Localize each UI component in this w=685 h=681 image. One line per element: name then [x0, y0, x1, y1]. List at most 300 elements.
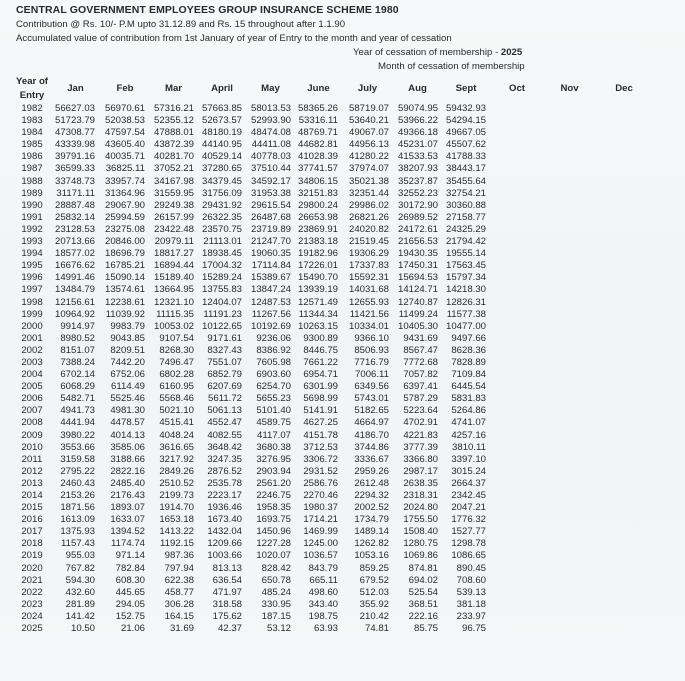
value-cell: 187.15 [261, 610, 291, 622]
value-cell: 6752.06 [110, 369, 145, 381]
month-header-april: April [211, 83, 233, 94]
value-cell: 2795.22 [60, 465, 95, 477]
table-row [14, 248, 653, 260]
value-cell: 318.58 [212, 598, 242, 610]
value-cell: 11421.56 [349, 308, 389, 320]
month-header-july: July [357, 83, 378, 94]
value-cell: 7109.84 [451, 369, 486, 381]
value-cell: 26157.99 [153, 211, 194, 223]
value-cell: 56627.03 [54, 103, 95, 114]
value-cell: 3980.22 [60, 429, 95, 441]
value-cell [595, 563, 653, 575]
value-cell: 2586.76 [303, 477, 338, 489]
value-cell: 34592.17 [250, 175, 291, 187]
value-cell [490, 345, 544, 357]
value-cell: 15289.24 [201, 272, 242, 284]
value-cell: 2987.17 [403, 465, 438, 477]
value-cell: 17450.31 [397, 260, 438, 272]
entry-year-cell: 1997 [21, 284, 43, 296]
cessation-label-text: Year of cessation of membership - [353, 47, 501, 58]
value-cell: 539.13 [456, 586, 486, 598]
value-cell: 8446.75 [303, 344, 338, 356]
value-cell [544, 224, 595, 236]
value-cell [595, 417, 653, 429]
value-cell [544, 212, 595, 224]
value-cell: 458.77 [164, 586, 194, 598]
value-cell: 24325.29 [445, 223, 486, 235]
value-cell: 11499.24 [398, 308, 438, 320]
value-cell [544, 611, 595, 623]
value-cell: 1527.77 [451, 526, 486, 538]
value-cell: 294.05 [115, 598, 145, 610]
value-cell [490, 224, 544, 236]
value-cell [490, 575, 544, 587]
value-cell: 4441.94 [60, 417, 95, 429]
value-cell [595, 188, 653, 200]
value-cell: 10192.69 [250, 320, 291, 332]
value-cell: 33748.73 [54, 175, 95, 187]
value-cell: 6301.99 [303, 381, 338, 393]
value-cell: 525.54 [408, 586, 438, 598]
value-cell: 4981.30 [110, 405, 145, 417]
value-cell: 2294.32 [354, 490, 389, 501]
value-cell: 4048.24 [159, 429, 194, 441]
value-cell: 41028.39 [297, 151, 338, 163]
month-header-sept: Sept [455, 83, 477, 94]
value-cell: 13847.24 [250, 284, 291, 296]
value-cell: 52355.12 [153, 115, 194, 127]
value-cell [595, 490, 653, 502]
value-cell: 29615.54 [250, 199, 291, 211]
value-cell: 30172.90 [397, 199, 438, 211]
value-cell: 1298.78 [451, 538, 486, 550]
value-cell: 18938.45 [201, 248, 242, 260]
value-cell: 29067.90 [104, 199, 145, 211]
value-cell [490, 357, 544, 369]
value-cell [544, 200, 595, 212]
value-cell: 2270.46 [303, 490, 338, 501]
value-cell [544, 538, 595, 550]
value-cell: 2176.43 [110, 490, 145, 501]
value-cell [595, 466, 653, 478]
value-cell [595, 260, 653, 272]
entry-year-cell: 2005 [21, 381, 43, 393]
value-cell [490, 127, 544, 139]
value-cell [544, 478, 595, 490]
value-cell: 40778.03 [250, 151, 291, 163]
value-cell [595, 297, 653, 309]
value-cell: 11039.92 [105, 308, 145, 320]
table-row [14, 575, 653, 587]
table-row [14, 550, 653, 562]
value-cell: 782.84 [115, 562, 145, 574]
value-cell: 1036.57 [303, 550, 338, 562]
table-row [14, 381, 653, 393]
value-cell [595, 442, 653, 454]
value-cell: 25994.59 [104, 211, 145, 223]
cessation-year-value: 2025 [500, 47, 523, 58]
value-cell: 44956.13 [348, 139, 389, 151]
value-cell: 18696.79 [104, 248, 145, 260]
value-cell: 44682.81 [297, 139, 338, 151]
value-cell [595, 611, 653, 623]
value-cell: 39791.16 [54, 151, 95, 163]
value-cell [544, 587, 595, 599]
table-row [14, 369, 653, 381]
value-cell: 14124.71 [397, 284, 438, 296]
table-row [14, 309, 653, 321]
value-cell: 15694.53 [397, 272, 438, 284]
value-cell [544, 623, 595, 635]
value-cell [490, 490, 544, 502]
value-cell: 40281.70 [153, 151, 194, 163]
value-cell: 210.42 [359, 610, 389, 622]
value-cell: 6954.71 [303, 369, 338, 381]
value-cell: 7496.47 [159, 356, 194, 368]
value-cell: 1980.37 [303, 502, 338, 514]
value-cell: 650.78 [261, 574, 291, 586]
value-cell: 37280.65 [201, 163, 242, 175]
value-cell: 4221.83 [403, 429, 438, 441]
value-cell: 9043.85 [110, 332, 145, 344]
value-cell: 31364.96 [104, 187, 145, 199]
value-cell: 141.42 [65, 610, 95, 622]
value-cell: 1086.65 [451, 550, 486, 562]
value-cell [595, 550, 653, 562]
value-cell: 3159.58 [60, 453, 95, 465]
value-cell: 16894.44 [153, 260, 194, 272]
value-cell [544, 599, 595, 611]
value-cell: 498.60 [308, 586, 338, 598]
value-cell: 6207.69 [207, 381, 242, 393]
value-cell: 767.82 [65, 562, 95, 574]
value-cell [595, 333, 653, 345]
value-cell: 49667.05 [445, 127, 486, 139]
table-row [14, 454, 653, 466]
value-cell: 15490.70 [297, 272, 338, 284]
value-cell: 2246.75 [256, 490, 291, 501]
value-cell: 57663.85 [201, 103, 242, 114]
value-cell: 26322.35 [201, 211, 242, 223]
value-cell: 1375.93 [60, 526, 95, 538]
value-cell: 12238.61 [104, 296, 145, 308]
month-header-feb: Feb [116, 83, 134, 94]
value-cell: 3680.38 [256, 441, 291, 453]
value-cell: 2460.43 [60, 477, 95, 489]
accumulation-note: Accumulated value of contribution from 1st January of year of Entry to the month and year of cessation [16, 33, 452, 44]
value-cell: 10053.02 [153, 320, 194, 332]
value-cell: 4515.41 [159, 417, 194, 429]
month-heading: Month of cessation of membership [378, 61, 525, 72]
value-cell: 29800.24 [297, 199, 338, 211]
table-row [14, 405, 653, 417]
table-row [14, 333, 653, 345]
value-cell: 20713.66 [54, 236, 95, 248]
value-cell [490, 176, 544, 188]
value-cell: 5831.83 [451, 393, 486, 405]
value-cell: 21794.42 [445, 236, 486, 248]
value-cell [595, 163, 653, 175]
value-cell [595, 309, 653, 321]
value-cell: 41533.53 [397, 151, 438, 163]
value-cell [595, 127, 653, 139]
value-cell: 41280.22 [348, 151, 389, 163]
entry-year-cell: 1995 [21, 260, 43, 272]
entry-year-cell: 1986 [21, 151, 43, 163]
table-row [14, 526, 653, 538]
value-cell: 6702.14 [60, 369, 95, 381]
value-cell: 2876.52 [207, 465, 242, 477]
value-cell [490, 538, 544, 550]
value-cell: 12740.87 [397, 296, 438, 308]
table-row [14, 260, 653, 272]
value-cell: 5525.46 [110, 393, 145, 405]
value-cell [490, 478, 544, 490]
value-cell [490, 284, 544, 296]
value-cell: 1893.07 [110, 502, 145, 514]
entry-year-cell: 1998 [21, 296, 43, 308]
value-cell: 3585.06 [110, 441, 145, 453]
value-cell [490, 611, 544, 623]
value-cell [490, 550, 544, 562]
value-cell: 28887.48 [54, 199, 95, 211]
value-cell [490, 236, 544, 248]
value-cell: 6254.70 [256, 381, 291, 393]
value-cell: 23128.53 [54, 223, 95, 235]
table-row [14, 163, 653, 175]
value-cell [595, 369, 653, 381]
value-cell [595, 514, 653, 526]
month-header-aug: Aug [408, 83, 427, 94]
value-cell: 2223.17 [207, 490, 242, 501]
value-cell [490, 563, 544, 575]
value-cell: 3306.72 [303, 453, 338, 465]
value-cell: 1673.40 [207, 514, 242, 526]
value-cell: 9171.61 [207, 332, 242, 344]
value-cell: 2612.48 [354, 477, 389, 489]
table-row [14, 514, 653, 526]
value-cell: 26653.98 [297, 211, 338, 223]
value-cell [595, 538, 653, 550]
entry-year-cell: 1999 [21, 308, 43, 320]
value-cell: 1714.21 [303, 514, 338, 526]
value-cell: 2638.35 [403, 477, 438, 489]
value-cell: 2024.80 [403, 502, 438, 514]
value-cell: 1069.86 [403, 550, 438, 562]
month-header-may: May [261, 83, 280, 94]
value-cell [544, 357, 595, 369]
value-cell: 32754.21 [445, 187, 486, 199]
value-cell: 13755.83 [201, 284, 242, 296]
value-cell: 3217.92 [159, 453, 194, 465]
value-cell: 34379.45 [201, 175, 242, 187]
value-cell: 49366.18 [397, 127, 438, 139]
value-cell: 85.75 [413, 623, 438, 635]
value-cell: 152.75 [115, 610, 145, 622]
value-cell: 1227.28 [256, 538, 291, 550]
value-cell: 25832.14 [54, 211, 95, 223]
value-cell: 432.60 [65, 586, 95, 598]
value-cell: 1192.15 [160, 538, 194, 550]
entry-year-cell: 2023 [21, 598, 43, 610]
value-cell: 5743.01 [354, 393, 389, 405]
entry-year-cell: 1987 [21, 163, 43, 175]
table-row [14, 103, 653, 115]
value-cell: 31.69 [169, 623, 194, 635]
value-cell [595, 321, 653, 333]
value-cell [490, 260, 544, 272]
value-cell: 8209.51 [110, 344, 145, 356]
table-row [14, 236, 653, 248]
value-cell: 23570.75 [201, 223, 242, 235]
value-cell: 3648.42 [207, 441, 242, 453]
table-row [14, 200, 653, 212]
value-cell: 5698.99 [303, 393, 338, 405]
value-cell [544, 236, 595, 248]
value-cell: 3366.80 [403, 453, 438, 465]
value-cell: 3553.66 [60, 441, 95, 453]
value-cell: 8386.92 [256, 344, 291, 356]
value-cell: 1280.75 [403, 538, 438, 550]
value-cell: 45231.07 [397, 139, 438, 151]
value-cell: 40035.71 [104, 151, 145, 163]
value-cell: 8506.93 [354, 344, 389, 356]
value-cell [544, 321, 595, 333]
entry-year-cell: 2004 [21, 369, 43, 381]
value-cell: 8567.47 [403, 344, 438, 356]
value-cell: 1755.50 [403, 514, 438, 526]
value-cell [544, 297, 595, 309]
value-cell: 813.13 [212, 562, 242, 574]
entry-year-cell: 2009 [21, 429, 43, 441]
value-cell: 1469.99 [303, 526, 338, 538]
value-cell: 41788.33 [445, 151, 486, 163]
value-cell: 222.16 [408, 610, 438, 622]
value-cell: 1508.40 [403, 526, 438, 538]
value-cell: 1245.00 [303, 538, 338, 550]
value-cell [544, 393, 595, 405]
entry-year-cell: 2011 [21, 453, 43, 465]
value-cell: 17337.83 [348, 260, 389, 272]
value-cell [490, 381, 544, 393]
value-cell [490, 514, 544, 526]
value-cell: 34167.98 [153, 175, 194, 187]
value-cell: 26487.68 [250, 211, 291, 223]
value-cell: 19182.96 [297, 248, 338, 260]
entry-year-cell: 2016 [21, 514, 43, 526]
value-cell: 4186.70 [354, 429, 389, 441]
value-cell: 5101.40 [256, 405, 291, 417]
value-cell: 3015.24 [451, 465, 486, 477]
value-cell: 19430.35 [397, 248, 438, 260]
value-cell: 56970.61 [104, 103, 145, 114]
entry-year-cell: 2015 [21, 502, 43, 514]
value-cell: 24020.82 [348, 223, 389, 235]
value-cell [595, 575, 653, 587]
value-cell: 11267.56 [251, 308, 291, 320]
value-cell [595, 502, 653, 514]
table-row [14, 538, 653, 550]
value-cell: 233.97 [456, 610, 486, 622]
value-cell: 35455.64 [445, 175, 486, 187]
value-cell [595, 272, 653, 284]
value-cell: 8628.36 [451, 344, 486, 356]
value-cell: 306.28 [164, 598, 194, 610]
value-cell [595, 393, 653, 405]
table-row [14, 345, 653, 357]
value-cell: 6349.56 [354, 381, 389, 393]
value-cell [595, 236, 653, 248]
value-cell: 4664.97 [354, 417, 389, 429]
value-cell [544, 563, 595, 575]
table-row [14, 212, 653, 224]
table-row [14, 502, 653, 514]
month-header-nov: Nov [560, 83, 579, 94]
value-cell: 1613.09 [60, 514, 95, 526]
value-cell: 52993.90 [250, 115, 291, 127]
value-cell: 53316.11 [298, 115, 338, 127]
value-cell: 4014.13 [110, 429, 145, 441]
value-cell: 2510.52 [159, 477, 194, 489]
value-cell: 330.95 [261, 598, 291, 610]
value-cell: 1693.75 [256, 514, 291, 526]
value-cell: 5482.71 [60, 393, 95, 405]
table-row [14, 297, 653, 309]
value-cell: 32151.83 [297, 187, 338, 199]
value-cell [544, 550, 595, 562]
value-cell: 485.24 [261, 586, 291, 598]
value-cell: 2153.26 [60, 490, 95, 501]
value-cell: 53640.21 [348, 115, 389, 127]
value-cell [595, 176, 653, 188]
month-header-jan: Jan [67, 83, 84, 94]
value-cell: 679.52 [359, 574, 389, 586]
value-cell: 2822.16 [110, 465, 145, 477]
value-cell: 23719.89 [250, 223, 291, 235]
value-cell [490, 188, 544, 200]
entry-year-cell: 1988 [21, 175, 43, 187]
value-cell [544, 490, 595, 502]
table-row [14, 563, 653, 575]
value-cell: 12826.31 [445, 296, 486, 308]
value-cell [595, 345, 653, 357]
value-cell [490, 333, 544, 345]
value-cell: 57316.21 [153, 103, 194, 114]
value-cell: 10.50 [70, 623, 95, 635]
value-cell: 38207.93 [397, 163, 438, 175]
value-cell: 7388.24 [60, 356, 95, 368]
value-cell: 19555.14 [445, 248, 486, 260]
value-cell: 636.54 [212, 574, 242, 586]
value-cell: 31171.11 [56, 187, 95, 199]
value-cell: 40529.14 [201, 151, 242, 163]
value-cell: 281.89 [65, 598, 95, 610]
value-cell: 32351.44 [348, 187, 389, 199]
value-cell: 1450.96 [256, 526, 291, 538]
value-cell: 32552.23 [397, 187, 438, 199]
value-cell [490, 466, 544, 478]
value-cell: 9983.79 [110, 320, 145, 332]
value-cell: 7605.98 [256, 356, 291, 368]
value-cell: 4478.57 [110, 417, 145, 429]
table-row [14, 599, 653, 611]
table-row [14, 623, 653, 635]
value-cell [544, 405, 595, 417]
entry-year-cell: 2006 [21, 393, 43, 405]
value-cell: 5021.10 [159, 405, 194, 417]
value-cell [595, 212, 653, 224]
value-cell [595, 587, 653, 599]
